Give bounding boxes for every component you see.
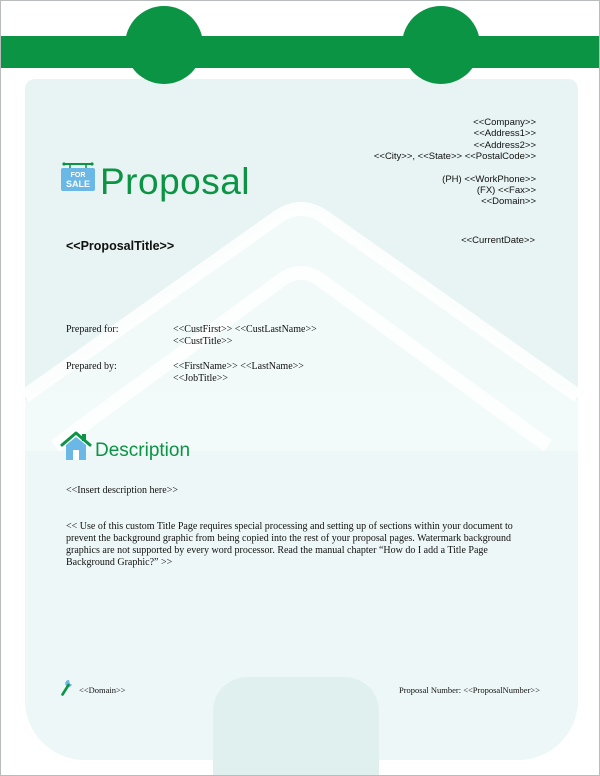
roof-watermark-graphic — [25, 191, 578, 451]
header-circle-right — [402, 6, 480, 84]
header-circle-left — [125, 6, 203, 84]
current-date: <<CurrentDate>> — [461, 235, 535, 246]
house-icon — [60, 431, 92, 461]
fax-number: (FX) <<Fax>> — [476, 185, 536, 197]
prepared-by-title: <<JobTitle>> — [173, 373, 228, 384]
header-band — [1, 36, 600, 68]
footer-tab-graphic — [213, 677, 379, 776]
address-line-1: <<Address1>> — [473, 128, 536, 140]
title-page-notice: << Use of this custom Title Page requires special processing and setting up of sections within your document to prevent the background graphic from being copied into the rest of your proposal pages. Watermark background graphics are not supported by every word processor. Read the manual chapter “How do I add a Title Page Background Graphic?” >> — [66, 521, 513, 568]
address-line-2: <<Address2>> — [473, 139, 536, 151]
company-name: <<Company>> — [473, 117, 536, 128]
for-sale-sign-icon — [60, 162, 96, 192]
city-state-postal: <<City>>, <<State>> <<PostalCode>> — [373, 151, 536, 163]
sign-text-top: FOR — [70, 172, 86, 179]
prepared-for-title: <<CustTitle>> — [173, 336, 233, 347]
company-domain: <<Domain>> — [481, 196, 536, 208]
prepared-by-label: Prepared by: — [66, 361, 117, 372]
company-address-block — [374, 117, 536, 208]
document-title: Proposal — [100, 161, 251, 202]
description-heading: Description — [95, 440, 191, 461]
sign-text-bottom: SALE — [65, 179, 91, 189]
proposal-title: <<ProposalTitle>> — [66, 239, 175, 253]
work-phone: (PH) <<WorkPhone>> — [442, 173, 536, 185]
prepared-for-label: Prepared for: — [66, 324, 119, 335]
proposal-number: Proposal Number: <<ProposalNumber>> — [399, 685, 540, 695]
prepared-by-name: <<FirstName>> <<LastName>> — [173, 361, 304, 372]
description-placeholder: <<Insert description here>> — [66, 485, 178, 496]
footer-domain: <<Domain>> — [79, 685, 126, 695]
spacer — [374, 163, 536, 174]
prepared-for-name: <<CustFirst>> <<CustLastName>> — [173, 324, 317, 335]
wrench-icon — [60, 679, 74, 697]
